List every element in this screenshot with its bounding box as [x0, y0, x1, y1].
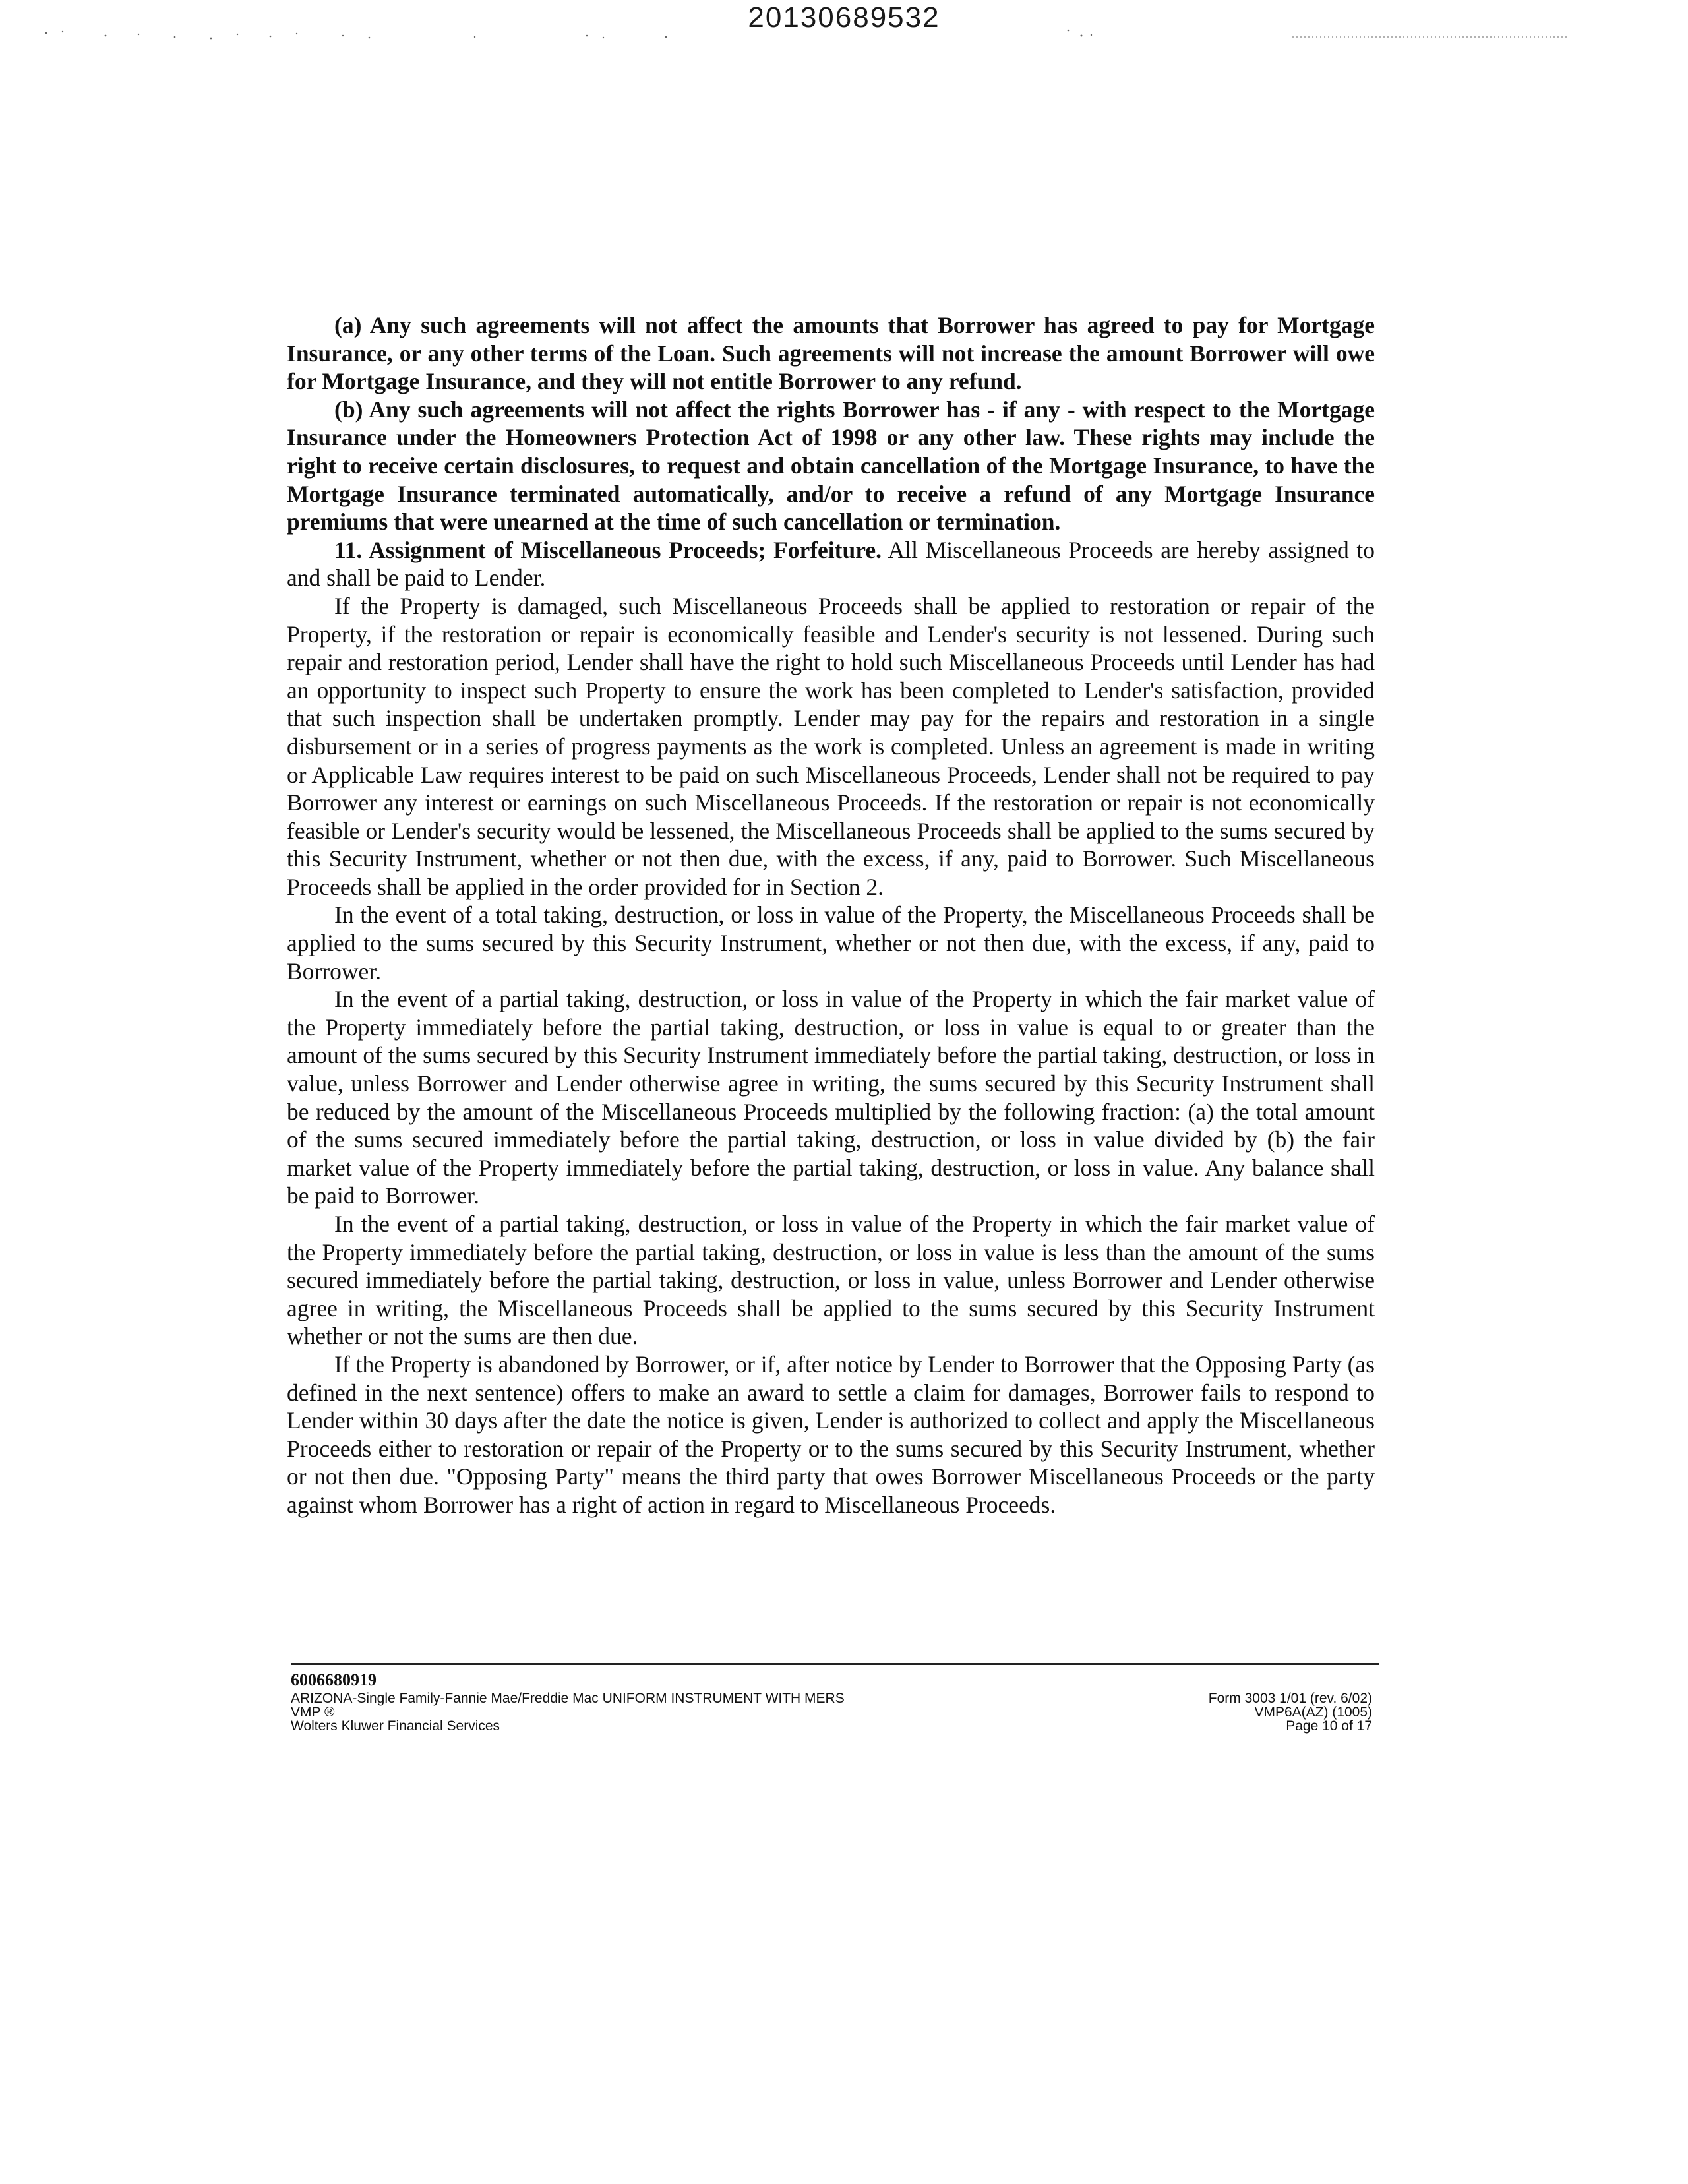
- paragraph-total-taking: In the event of a total taking, destruction, or loss in value of the Property, the Miscellaneous Proceeds shall be applied to the sums secured by this Security Instrument, whether or not then due, with the excess, if any, paid to Borrower.: [287, 901, 1375, 985]
- paragraph-b: (b) Any such agreements will not affect the rights Borrower has - if any - with respect to the Mortgage Insurance under the Homeowners Protection Act of 1998 or any other law. These rights may include the right to receive certain disclosures, to request and obtain cancellation of the Mortgage Insurance, to have the Mortgage Insurance terminated automatically, and/or to receive a refund of any Mortgage Insurance premiums that were unearned at the time of such cancellation or termination.: [287, 396, 1375, 535]
- paragraph-partial-taking-equal: In the event of a partial taking, destruction, or loss in value of the Property in which the fair market value of the Property immediately before the partial taking, destruction, or loss in value is equal to or greater than the amount of the sums secured by this Security Instrument immediately before the partial taking, destruction, or loss in value, unless Borrower and Lender otherwise agree in writing, the sums secured by this Security Instrument shall be reduced by the amount of the Miscellaneous Proceeds multiplied by the following fraction: (a) the total amount of the sums secured immediately before the partial taking, destruction, or loss in value divided by (b) the fair market value of the Property immediately before the partial taking, destruction, or loss in value. Any balance shall be paid to Borrower.: [287, 986, 1375, 1209]
- document-body: [287, 311, 1375, 1519]
- paragraph-partial-taking-less: In the event of a partial taking, destruction, or loss in value of the Property in which the fair market value of the Property immediately before the partial taking, destruction, or loss in value is less than the amount of the sums secured immediately before the partial taking, destruction, or loss in value, unless Borrower and Lender otherwise agree in writing, the Miscellaneous Proceeds shall be applied to the sums secured by this Security Instrument whether or not the sums are then due.: [287, 1211, 1375, 1350]
- section-11: [287, 536, 1375, 592]
- form-code: VMP6A(AZ) (1005): [1254, 1705, 1372, 1720]
- section-11-heading: 11. Assignment of Miscellaneous Proceeds; Forfeiture.: [334, 536, 882, 563]
- paragraph-abandoned: If the Property is abandoned by Borrower, or if, after notice by Lender to Borrower that the Opposing Party (as defined in the next sentence) offers to make an award to settle a claim for damages, Borrower fails to respond to Lender within 30 days after the date the notice is given, Lender is authorized to collect and apply the Miscellaneous Proceeds either to restoration or repair of the Property or to the sums secured by this Security Instrument, whether or not then due. "Opposing Party" means the third party that owes Borrower Miscellaneous Proceeds or the party against whom Borrower has a right of action in regard to Miscellaneous Proceeds.: [287, 1350, 1375, 1518]
- footer-info: [291, 1691, 1379, 1733]
- footer-divider: [291, 1663, 1379, 1665]
- form-title: ARIZONA-Single Family-Fannie Mae/Freddie Mac UNIFORM INSTRUMENT WITH MERS: [291, 1691, 845, 1706]
- loan-number: 6006680919: [291, 1670, 377, 1689]
- document-number: 20130689532: [748, 1, 940, 34]
- page-number: Page 10 of 17: [1286, 1718, 1372, 1734]
- publisher: Wolters Kluwer Financial Services: [291, 1718, 500, 1734]
- scan-noise: [0, 26, 1688, 46]
- footer-left: [291, 1691, 845, 1733]
- vmp-mark: VMP ®: [291, 1705, 335, 1720]
- page-footer: [291, 1663, 1379, 1733]
- footer-right: [1209, 1691, 1379, 1733]
- paragraph-a: (a) Any such agreements will not affect the amounts that Borrower has agreed to pay for Mortgage Insurance, or any other terms of the Loan. Such agreements will not increase the amount Borrower will owe for Mortgage Insurance, and they will not entitle Borrower to any refund.: [287, 312, 1375, 395]
- form-number: Form 3003 1/01 (rev. 6/02): [1208, 1691, 1372, 1706]
- section-11-text: All Miscellaneous Proceeds are hereby assigned to and shall be paid to Lender.: [287, 536, 1375, 592]
- paragraph-property-damaged: If the Property is damaged, such Miscellaneous Proceeds shall be applied to restoration or repair of the Property, if the restoration or repair is economically feasible and Lender's security is not lessened. During such repair and restoration period, Lender shall have the right to hold such Miscellaneous Proceeds until Lender has had an opportunity to inspect such Property to ensure the work has been completed to Lender's satisfaction, provided that such inspection shall be undertaken promptly. Lender may pay for the repairs and restoration in a single disbursement or in a series of progress payments as the work is completed. Unless an agreement is made in writing or Applicable Law requires interest to be paid on such Miscellaneous Proceeds, Lender shall not be required to pay Borrower any interest or earnings on such Miscellaneous Proceeds. If the restoration or repair is not economically feasible or Lender's security would be lessened, the Miscellaneous Proceeds shall be applied to the sums secured by this Security Instrument, whether or not then due, with the excess, if any, paid to Borrower. Such Miscellaneous Proceeds shall be applied in the order provided for in Section 2.: [287, 592, 1375, 900]
